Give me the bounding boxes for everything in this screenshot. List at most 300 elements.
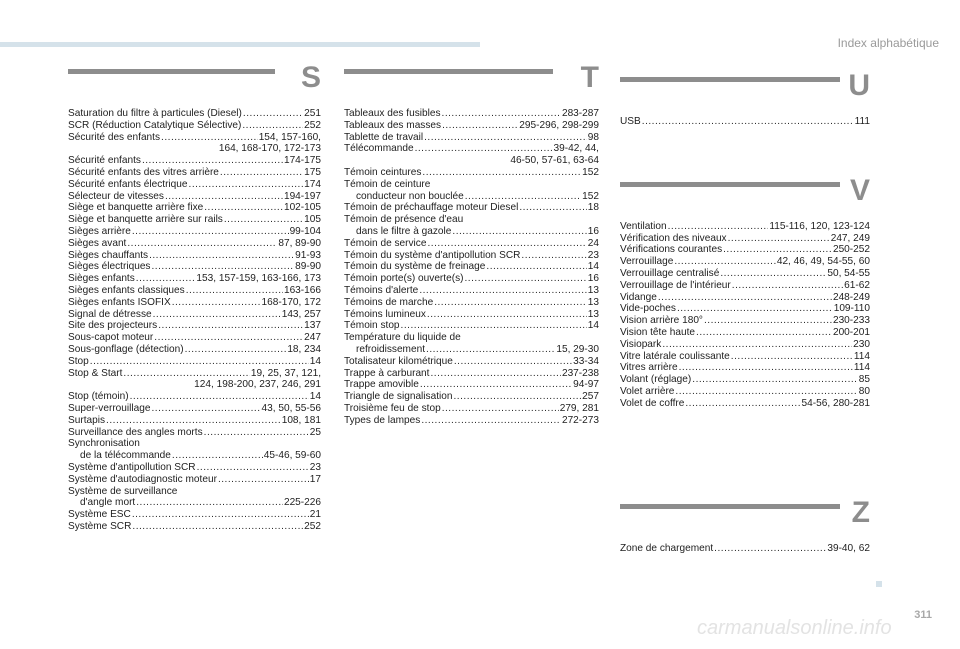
entry-pages: 225-226 <box>283 497 321 509</box>
entry-pages: 102-105 <box>283 202 321 214</box>
index-entry <box>68 132 321 144</box>
dot-leader <box>136 273 196 285</box>
dot-leader <box>185 344 287 356</box>
entry-pages: 33-34 <box>573 355 599 367</box>
index-entry <box>68 297 321 309</box>
entry-name: Super-verrouillage <box>68 402 151 414</box>
entry-name: Types de lampes <box>344 414 421 426</box>
dot-leader <box>422 167 581 179</box>
entry-pages: 200-201 <box>832 326 870 338</box>
entry-pages: 108, 181 <box>281 414 321 426</box>
letter-rule <box>620 504 840 509</box>
dot-leader <box>731 351 853 363</box>
entry-name: Tablette de travail <box>344 131 424 143</box>
dot-leader <box>151 403 260 415</box>
index-entry <box>68 191 321 203</box>
entry-name: Ventilation <box>620 220 667 232</box>
entry-name: Témoin porte(s) ouverte(s) <box>344 273 464 285</box>
index-entry <box>344 356 599 368</box>
entry-name: Système d'autodiagnostic moteur <box>68 473 217 485</box>
entry-pages: 153, 157-159, 163-166, 173 <box>196 273 321 285</box>
entry-pages: 16 <box>587 225 599 237</box>
dot-leader <box>714 543 826 555</box>
dot-leader <box>151 261 294 273</box>
index-entry <box>68 120 321 132</box>
index-entry <box>344 191 599 203</box>
entry-pages: 91-93 <box>295 249 321 261</box>
letter-group-z <box>620 495 870 555</box>
dot-leader <box>679 362 853 374</box>
dot-leader <box>204 427 309 439</box>
entry-name: dans le filtre à gazole <box>356 225 452 237</box>
index-column-1 <box>68 63 321 533</box>
entry-name: Système d'antipollution SCR <box>68 461 196 473</box>
dot-leader <box>427 238 586 250</box>
entry-pages: 50, 54-55 <box>827 267 870 279</box>
index-entry <box>68 521 321 533</box>
dot-leader <box>161 132 258 144</box>
entry-name: Site des projecteurs <box>68 320 158 332</box>
index-entry <box>68 179 321 191</box>
dot-leader <box>172 297 261 309</box>
dot-leader <box>142 155 283 167</box>
entry-name: Témoin de service <box>344 237 427 249</box>
entry-name: Vérifications courantes <box>620 244 723 256</box>
entry-name: SCR (Réduction Catalytique Sélective) <box>68 119 242 131</box>
dot-leader <box>415 143 553 155</box>
dot-leader <box>421 415 561 427</box>
letter-group-v <box>620 173 870 410</box>
dot-leader <box>442 108 561 120</box>
entry-pages: 247, 249 <box>830 232 870 244</box>
entry-pages: 272-273 <box>561 414 599 426</box>
entry-name: Sièges enfants classiques <box>68 284 185 296</box>
entry-name: Vision arrière 180° <box>620 315 703 327</box>
index-entry <box>344 132 599 144</box>
letter-header <box>344 63 599 108</box>
index-entry <box>68 108 321 120</box>
entry-name: Témoins lumineux <box>344 308 426 320</box>
entry-pages: 143, 257 <box>281 308 321 320</box>
section-letter: V <box>849 173 870 207</box>
entry-pages: 24 <box>587 237 599 249</box>
index-entry <box>620 374 870 386</box>
entry-pages: 163-166 <box>283 284 321 296</box>
entry-pages: 45-46, 59-60 <box>263 450 321 462</box>
dot-leader <box>427 309 587 321</box>
page-number: 311 <box>914 609 932 621</box>
dot-leader <box>642 116 854 128</box>
entry-name: Témoin du système d'antipollution SCR <box>344 249 521 261</box>
entry-name: Vidange <box>620 291 657 303</box>
entry-name: Trappe à carburant <box>344 367 430 379</box>
entry-pages: 152 <box>582 190 599 202</box>
dot-leader <box>486 261 586 273</box>
index-entry <box>344 415 599 427</box>
header-bar <box>0 42 480 47</box>
index-entry <box>68 391 321 403</box>
index-entry <box>344 391 599 403</box>
index-entry <box>344 379 599 391</box>
index-entry <box>344 368 599 380</box>
entry-name: Sièges chauffants <box>68 249 149 261</box>
dot-leader <box>720 268 826 280</box>
index-entry <box>68 415 321 427</box>
entry-pages: 295-296, 298-299 <box>519 119 599 131</box>
entry-name: Sécurité des enfants <box>68 131 161 143</box>
letter-rule <box>68 69 275 74</box>
dot-leader <box>677 303 833 315</box>
index-entry <box>68 403 321 415</box>
index-entry <box>68 450 321 462</box>
dot-leader <box>424 132 587 144</box>
entry-pages: 14 <box>309 355 321 367</box>
entry-name: Stop & Start <box>68 367 123 379</box>
entry-pages: 111 <box>854 116 870 127</box>
dot-leader <box>521 250 586 262</box>
entry-name: refroidissement <box>356 343 426 355</box>
entry-name: Visiopark <box>620 338 662 350</box>
letter-header <box>68 63 321 108</box>
entry-pages: 15, 29-30 <box>556 343 599 355</box>
entry-pages: 283-287 <box>561 108 599 119</box>
dot-leader <box>728 233 830 245</box>
entry-pages: 19, 25, 37, 121, <box>250 367 321 379</box>
index-entry <box>344 202 599 214</box>
entry-pages: 80 <box>858 385 870 397</box>
entry-pages: 14 <box>587 320 599 332</box>
entry-pages: 23 <box>309 461 321 473</box>
index-entry-heading: Témoin de ceinture <box>344 178 431 190</box>
dot-leader <box>668 221 769 233</box>
dot-leader <box>153 309 281 321</box>
section-title: Index alphabétique <box>837 36 939 50</box>
entry-name: Système ESC <box>68 509 131 521</box>
entry-name: Trappe amovible <box>344 379 419 391</box>
dot-leader <box>442 120 518 132</box>
entry-pages: 230-233 <box>832 315 870 327</box>
entry-pages: 248-249 <box>832 291 870 303</box>
entry-pages: 42, 46, 49, 54-55, 60 <box>776 256 870 268</box>
entry-pages: 18, 234 <box>287 343 321 355</box>
entry-pages: 175 <box>304 166 321 178</box>
index-entry <box>68 344 321 356</box>
index-entry <box>344 226 599 238</box>
index-entry <box>620 221 870 233</box>
entry-name: Verrouillage centralisé <box>620 267 720 279</box>
index-entry-heading: Témoin de présence d'eau <box>344 214 464 226</box>
index-entry <box>344 320 599 332</box>
entry-pages-continued: 46-50, 57-61, 63-64 <box>510 155 599 167</box>
dot-leader <box>685 398 800 410</box>
entry-pages: 98 <box>587 131 599 143</box>
letter-rule <box>620 77 840 82</box>
index-entry <box>68 427 321 439</box>
index-entry <box>68 332 321 344</box>
entry-pages: 21 <box>309 509 321 521</box>
dot-leader <box>220 167 303 179</box>
index-entry <box>68 238 321 250</box>
letter-header <box>620 71 870 116</box>
dot-leader <box>519 202 586 214</box>
index-entry <box>620 543 870 555</box>
entry-name: Saturation du filtre à particules (Diesel) <box>68 108 242 119</box>
dot-leader <box>189 179 304 191</box>
index-entry <box>344 143 599 155</box>
dot-leader <box>401 320 587 332</box>
dot-leader <box>127 238 277 250</box>
index-entry <box>68 167 321 179</box>
index-entry <box>68 285 321 297</box>
entry-name: Verrouillage <box>620 256 674 268</box>
entry-pages: 14 <box>309 391 321 403</box>
index-entry <box>344 108 599 120</box>
dot-leader <box>674 256 776 268</box>
entry-pages: 25 <box>309 426 321 438</box>
index-entry <box>68 309 321 321</box>
entry-pages: 152 <box>582 166 599 178</box>
dot-leader <box>130 391 309 403</box>
dot-leader <box>464 273 586 285</box>
entry-pages: 154, 157-160, <box>258 131 321 143</box>
dot-leader <box>454 356 572 368</box>
watermark: carmanualsonline.info <box>697 617 892 639</box>
letter-group-u <box>620 71 870 128</box>
dot-leader <box>154 332 303 344</box>
dot-leader <box>132 226 289 238</box>
dot-leader <box>172 450 263 462</box>
index-entry <box>68 474 321 486</box>
entry-pages: 109-110 <box>833 303 870 315</box>
dot-leader <box>106 415 281 427</box>
dot-leader <box>204 202 283 214</box>
entry-pages: 194-197 <box>283 190 321 202</box>
entry-pages: 252 <box>304 520 321 532</box>
dot-leader <box>426 344 555 356</box>
entry-name: Témoins d'alerte <box>344 284 419 296</box>
entry-pages: 105 <box>304 214 321 226</box>
index-entry <box>68 273 321 285</box>
dot-leader <box>658 292 832 304</box>
index-entry <box>68 214 321 226</box>
index-column-2 <box>344 63 599 427</box>
dot-leader <box>732 280 843 292</box>
index-entry <box>344 344 599 356</box>
entry-pages: 168-170, 172 <box>261 296 321 308</box>
entry-name: Sélecteur de vitesses <box>68 190 164 202</box>
index-entry <box>68 509 321 521</box>
entry-pages-continued: 164, 168-170, 172-173 <box>218 143 321 155</box>
entry-name: Volet de coffre <box>620 397 685 409</box>
index-entry <box>68 368 321 380</box>
entry-pages: 247 <box>304 332 321 344</box>
dot-leader <box>123 368 249 380</box>
entry-name: Sièges enfants <box>68 273 135 285</box>
index-entry <box>620 244 870 256</box>
entry-pages: 114 <box>853 362 870 374</box>
index-entry-heading: Système de surveillance <box>68 485 178 497</box>
index-entry <box>620 256 870 268</box>
entry-name: Siège et banquette arrière fixe <box>68 202 204 214</box>
entry-name: Témoin ceintures <box>344 166 422 178</box>
entry-name: Témoin de préchauffage moteur Diesel <box>344 202 519 214</box>
entry-name: de la télécommande <box>80 450 171 462</box>
entry-pages: 13 <box>587 296 599 308</box>
dot-leader <box>224 214 303 226</box>
entry-name: Volet arrière <box>620 385 675 397</box>
letter-header <box>620 173 870 221</box>
entry-pages: 54-56, 280-281 <box>801 397 870 409</box>
dot-leader <box>442 403 559 415</box>
entry-pages: 13 <box>587 308 599 320</box>
entry-name: Tableaux des masses <box>344 119 442 131</box>
entry-pages: 85 <box>858 374 870 386</box>
dot-leader <box>420 379 572 391</box>
index-entry <box>344 120 599 132</box>
entry-name: Témoin stop <box>344 320 400 332</box>
dot-leader <box>704 315 832 327</box>
index-entry <box>344 285 599 297</box>
index-entry <box>344 309 599 321</box>
index-entry-heading: Température du liquide de <box>344 332 461 344</box>
entry-pages-continued: 124, 198-200, 237, 246, 291 <box>194 379 321 391</box>
entry-name: Vitres arrière <box>620 362 678 374</box>
entry-name: d'angle mort <box>80 497 136 509</box>
index-entry <box>620 268 870 280</box>
entry-name: Témoin du système de freinage <box>344 261 486 273</box>
dot-leader <box>452 226 586 238</box>
entry-name: Vision tête haute <box>620 326 696 338</box>
index-entry <box>344 297 599 309</box>
entry-name: Stop <box>68 355 89 367</box>
entry-name: Signal de détresse <box>68 308 152 320</box>
index-entry <box>620 362 870 374</box>
entry-pages: 174 <box>304 178 321 190</box>
dot-leader <box>158 320 303 332</box>
entry-pages: 18 <box>587 202 599 214</box>
entry-pages: 174-175 <box>283 155 321 167</box>
index-entry <box>344 403 599 415</box>
letter-group-t <box>344 63 599 427</box>
index-entry <box>620 233 870 245</box>
dot-leader <box>90 356 309 368</box>
section-letter: T <box>580 61 599 94</box>
index-entry <box>620 398 870 410</box>
entry-pages: 114 <box>853 350 870 362</box>
dot-leader <box>218 474 309 486</box>
index-entry <box>68 155 321 167</box>
entry-name: Sièges avant <box>68 237 127 249</box>
entry-pages: 61-62 <box>844 279 870 291</box>
index-entry <box>620 292 870 304</box>
entry-name: Surtapis <box>68 414 106 426</box>
entry-pages: 251 <box>304 108 321 119</box>
entry-pages: 99-104 <box>289 225 321 237</box>
dot-leader <box>186 285 283 297</box>
dot-leader <box>696 327 832 339</box>
entry-pages: 252 <box>304 119 321 131</box>
dot-leader <box>419 285 586 297</box>
index-entry <box>620 327 870 339</box>
entry-name: Sécurité enfants <box>68 155 141 167</box>
entry-name: Vitre latérale coulissante <box>620 350 730 362</box>
entry-name: USB <box>620 116 641 127</box>
entry-name: Siège et banquette arrière sur rails <box>68 214 223 226</box>
section-letter: S <box>300 61 321 94</box>
entry-name: Triangle de signalisation <box>344 391 453 403</box>
entry-pages: 257 <box>582 391 599 403</box>
entry-name: conducteur non bouclée <box>356 190 464 202</box>
dot-leader <box>675 386 857 398</box>
entry-name: Sièges arrière <box>68 225 131 237</box>
dot-leader <box>434 297 587 309</box>
entry-pages: 89-90 <box>295 261 321 273</box>
entry-pages: 14 <box>587 261 599 273</box>
index-entry <box>68 462 321 474</box>
entry-name: Sécurité enfants électrique <box>68 178 188 190</box>
entry-name: Sièges électriques <box>68 261 151 273</box>
index-entry <box>620 351 870 363</box>
entry-pages: 39-40, 62 <box>827 542 870 554</box>
dot-leader <box>149 250 294 262</box>
section-letter: U <box>848 69 870 102</box>
letter-rule <box>620 182 840 187</box>
index-entry <box>620 280 870 292</box>
entry-pages: 87, 89-90 <box>278 237 321 249</box>
entry-pages: 16 <box>587 273 599 285</box>
entry-name: Sous-capot moteur <box>68 332 154 344</box>
entry-pages: 230 <box>853 338 870 350</box>
index-entry <box>620 386 870 398</box>
entry-pages: 39-42, 44, <box>553 143 599 155</box>
dot-leader <box>136 497 283 509</box>
index-entry <box>68 356 321 368</box>
index-entry <box>620 315 870 327</box>
dot-leader <box>197 462 309 474</box>
dot-leader <box>430 368 560 380</box>
index-entry <box>620 339 870 351</box>
index-entry <box>620 303 870 315</box>
entry-name: Zone de chargement <box>620 542 714 554</box>
index-entry <box>68 250 321 262</box>
dot-leader <box>132 521 303 533</box>
entry-name: Sécurité enfants des vitres arrière <box>68 166 219 178</box>
index-column-3 <box>620 71 870 554</box>
entry-name: Troisième feu de stop <box>344 402 441 414</box>
entry-name: Vide-poches <box>620 303 676 315</box>
entry-pages: 13 <box>587 284 599 296</box>
entry-pages: 115-116, 120, 123-124 <box>769 220 870 232</box>
letter-group-s <box>68 63 321 533</box>
entry-pages: 23 <box>587 249 599 261</box>
entry-pages: 137 <box>304 320 321 332</box>
index-entry <box>68 320 321 332</box>
index-entry <box>68 226 321 238</box>
dot-leader <box>453 391 581 403</box>
page-marker <box>876 581 882 587</box>
entry-name: Volant (réglage) <box>620 374 692 386</box>
dot-leader <box>662 339 852 351</box>
entry-pages: 94-97 <box>573 379 599 391</box>
entry-pages: 43, 50, 55-56 <box>261 402 321 414</box>
entry-name: Verrouillage de l'intérieur <box>620 279 731 291</box>
entry-name: Témoins de marche <box>344 296 434 308</box>
dot-leader <box>723 244 832 256</box>
entry-name: Sièges enfants ISOFIX <box>68 296 171 308</box>
entry-pages: 17 <box>309 473 321 485</box>
index-entry <box>344 250 599 262</box>
entry-name: Vérification des niveaux <box>620 232 727 244</box>
